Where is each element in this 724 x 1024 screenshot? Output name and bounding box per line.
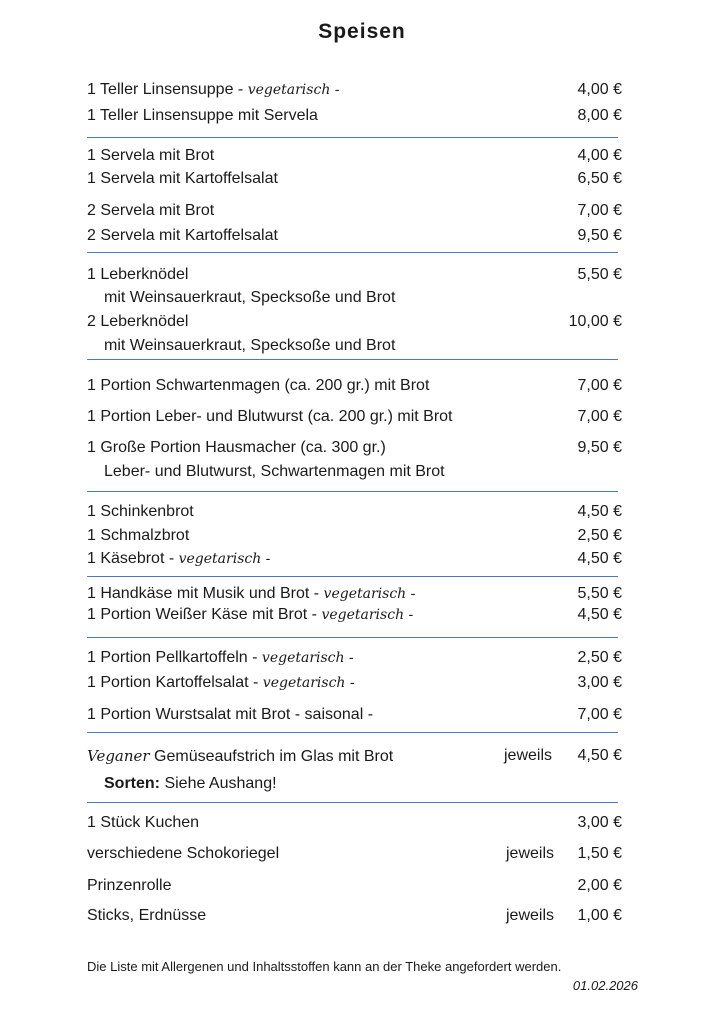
each-label: jeweils — [505, 907, 554, 924]
item-price: 3,00 € — [577, 674, 622, 691]
item-name: 1 Schmalzbrot — [87, 527, 190, 544]
item-name: 1 Portion Pellkartoffeln - — [87, 649, 262, 666]
menu-item — [87, 704, 622, 726]
section-divider — [87, 637, 618, 638]
menu-item — [87, 437, 622, 459]
vegetarian-tag: vegetarisch - — [321, 607, 414, 623]
item-price: 1,00 € — [577, 907, 622, 924]
item-price: 4,50 € — [577, 606, 622, 623]
menu-item — [87, 501, 622, 523]
item-price: 4,00 € — [577, 81, 622, 98]
each-label: jeweils — [505, 845, 554, 862]
variety-note — [104, 773, 277, 795]
item-name: Gemüseaufstrich im Glas mit Brot — [149, 748, 394, 765]
section-divider — [87, 137, 618, 138]
item-price: 4,50 € — [577, 550, 622, 567]
menu-item — [87, 812, 622, 834]
item-name: 2 Servela mit Kartoffelsalat — [87, 227, 278, 244]
menu-item — [87, 548, 622, 570]
allergen-note: Die Liste mit Allergenen und Inhaltsstoffen kann an der Theke angefordert werden. — [87, 959, 562, 974]
item-price: 7,00 € — [577, 202, 622, 219]
item-name: 1 Portion Weißer Käse mit Brot - — [87, 606, 322, 623]
section-divider — [87, 491, 618, 492]
item-price: 7,00 € — [577, 706, 622, 723]
item-price: 5,50 € — [577, 585, 622, 602]
item-name: 2 Servela mit Brot — [87, 202, 215, 219]
menu-item — [87, 843, 622, 865]
menu-item — [87, 905, 622, 927]
menu-item — [87, 875, 622, 897]
item-description: mit Weinsauerkraut, Specksoße und Brot — [104, 289, 396, 306]
variety-text: Siehe Aushang! — [160, 775, 277, 792]
section-divider — [87, 359, 618, 360]
section-divider — [87, 252, 618, 253]
vegetarian-tag: vegetarisch - — [261, 650, 354, 666]
menu-item — [87, 525, 622, 547]
menu-item — [87, 311, 622, 333]
item-name: 1 Teller Linsensuppe - — [87, 81, 248, 98]
item-name: 1 Portion Wurstsalat mit Brot - saisonal - — [87, 706, 374, 723]
section-divider — [87, 576, 618, 577]
menu-item — [87, 375, 622, 397]
item-price: 2,00 € — [577, 877, 622, 894]
item-price: 7,00 € — [577, 377, 622, 394]
menu-item — [87, 604, 622, 626]
item-price: 4,50 € — [577, 747, 622, 764]
item-price: 3,00 € — [577, 814, 622, 831]
vegetarian-tag: vegetarisch - — [323, 586, 416, 602]
item-price: 5,50 € — [577, 266, 622, 283]
item-price: 9,50 € — [577, 439, 622, 456]
item-name: 1 Käsebrot - — [87, 550, 179, 567]
item-name: 1 Portion Schwartenmagen (ca. 200 gr.) mit Brot — [87, 377, 430, 394]
page-title: Speisen — [318, 20, 406, 43]
item-price: 2,50 € — [577, 649, 622, 666]
vegetarian-tag: vegetarisch - — [262, 675, 355, 691]
menu-item — [87, 105, 622, 127]
item-name: 1 Servela mit Brot — [87, 147, 215, 164]
item-name: 1 Stück Kuchen — [87, 814, 200, 831]
item-name: Prinzenrolle — [87, 877, 172, 894]
vegan-tag: Veganer — [87, 747, 150, 765]
menu-item — [87, 647, 622, 669]
item-description: Leber- und Blutwurst, Schwartenmagen mit Brot — [104, 463, 445, 480]
item-price: 1,50 € — [577, 845, 622, 862]
item-name: 1 Große Portion Hausmacher (ca. 300 gr.) — [87, 439, 386, 456]
item-name: 1 Handkäse mit Musik und Brot - — [87, 585, 324, 602]
section-divider — [87, 802, 618, 803]
item-name: 1 Portion Leber- und Blutwurst (ca. 200 gr.) mit Brot — [87, 408, 453, 425]
item-name: 2 Leberknödel — [87, 313, 189, 330]
menu-item — [87, 168, 622, 190]
section-divider — [87, 732, 618, 733]
menu-item — [87, 264, 622, 286]
item-price: 9,50 € — [577, 227, 622, 244]
date-label: 01.02.2026 — [572, 978, 638, 993]
vegetarian-tag: vegetarisch - — [247, 82, 340, 98]
item-price: 10,00 € — [568, 313, 622, 330]
item-price: 7,00 € — [577, 408, 622, 425]
item-name: verschiedene Schokoriegel — [87, 845, 280, 862]
item-name: 1 Portion Kartoffelsalat - — [87, 674, 263, 691]
vegetarian-tag: vegetarisch - — [178, 551, 271, 567]
item-name: Sticks, Erdnüsse — [87, 907, 207, 924]
item-name: 1 Servela mit Kartoffelsalat — [87, 170, 278, 187]
item-price: 2,50 € — [577, 527, 622, 544]
item-price: 6,50 € — [577, 170, 622, 187]
menu-item — [87, 583, 622, 605]
menu-item — [87, 672, 622, 694]
menu-item — [87, 200, 622, 222]
item-name: 1 Teller Linsensuppe mit Servela — [87, 107, 318, 124]
variety-label: Sorten: — [104, 775, 160, 792]
menu-item — [87, 745, 622, 767]
menu-item — [87, 406, 622, 428]
item-price: 4,50 € — [577, 503, 622, 520]
menu-item — [87, 145, 622, 167]
item-price: 4,00 € — [577, 147, 622, 164]
menu-item — [87, 225, 622, 247]
each-label: jeweils — [503, 747, 552, 764]
item-price: 8,00 € — [577, 107, 622, 124]
item-name: 1 Leberknödel — [87, 266, 189, 283]
item-name: 1 Schinkenbrot — [87, 503, 194, 520]
menu-item — [87, 79, 622, 101]
item-description: mit Weinsauerkraut, Specksoße und Brot — [104, 337, 396, 354]
